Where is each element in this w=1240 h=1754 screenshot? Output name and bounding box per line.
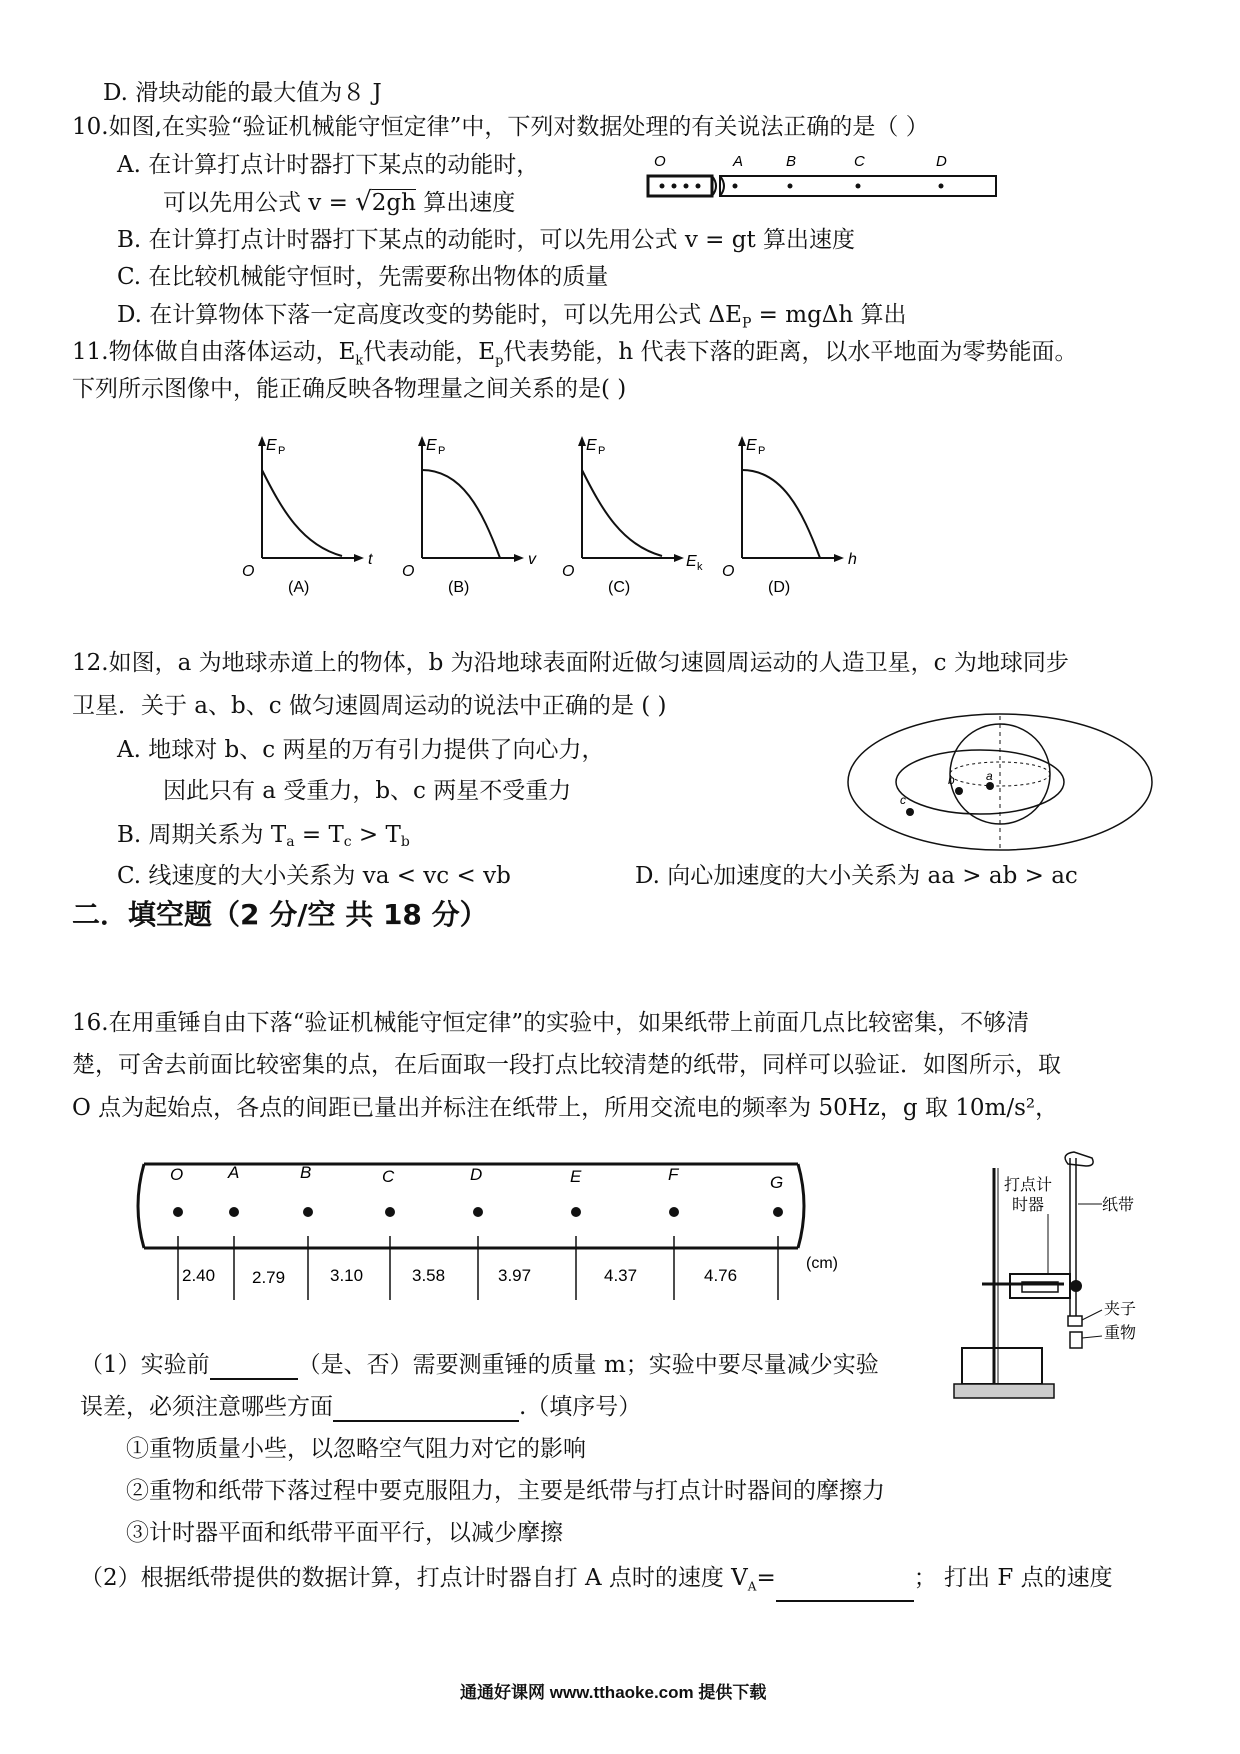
q11-graphs <box>232 430 857 630</box>
tape-point-b: B <box>300 1163 312 1182</box>
svg-text:P: P <box>278 445 286 457</box>
svg-text:k: k <box>697 561 703 573</box>
tape-label-d: D <box>936 153 947 170</box>
tape-label-b: B <box>786 153 797 170</box>
q10-option-a-line2: 可以先用公式 v = √2gh 算出速度 <box>163 187 516 217</box>
q10-option-c: C. 在比较机械能守恒时，先需要称出物体的质量 <box>117 264 609 290</box>
tape-point-g: G <box>770 1173 784 1192</box>
answer-blank-1[interactable] <box>210 1354 298 1380</box>
tape-point-d: D <box>470 1165 483 1184</box>
svg-text:O: O <box>402 563 415 580</box>
q10-option-a-line1: A. 在计算打点计时器打下某点的动能时， <box>117 152 540 178</box>
answer-blank-3[interactable] <box>776 1576 914 1602</box>
q12-option-a-line2: 因此只有 a 受重力，b、c 两星不受重力 <box>163 778 572 804</box>
distance-fg: 4.76 <box>704 1266 738 1285</box>
graph-a <box>242 436 373 596</box>
svg-text:O: O <box>242 563 255 580</box>
tape-point-o: O <box>170 1165 184 1184</box>
unit-label: (cm) <box>806 1255 838 1272</box>
label-clip: 夹子 <box>1104 1301 1137 1318</box>
distance-ef: 4.37 <box>604 1266 638 1285</box>
q12-option-a-line1: A. 地球对 b、c 两星的万有引力提供了向心力， <box>117 737 605 763</box>
svg-text:O: O <box>562 563 575 580</box>
svg-text:E: E <box>746 437 757 454</box>
q16-option-2: ②重物和纸带下落过程中要克服阻力，主要是纸带与打点计时器间的摩擦力 <box>126 1478 885 1504</box>
q16-part2: （2）根据纸带提供的数据计算，打点计时器自打 A 点时的速度 $V_A=$ ； 打出 F 点的速度 <box>80 1563 1113 1602</box>
svg-text:(D): (D) <box>768 579 791 596</box>
footer-text: 通通好课网 www.tthaoke.com 提供下载 <box>460 1683 767 1702</box>
distance-cd: 3.58 <box>412 1266 446 1285</box>
svg-text:v: v <box>528 551 536 568</box>
answer-blank-2[interactable] <box>333 1396 519 1422</box>
q16-part1-line2: 误差，必须注意哪些方面 .（填序号） <box>80 1394 642 1420</box>
q12-line2: 卫星．关于 a、b、c 做匀速圆周运动的说法中正确的是 ( ) <box>72 693 667 719</box>
q16-option-1: ①重物质量小些，以忽略空气阻力对它的影响 <box>126 1436 586 1462</box>
tape-point-e: E <box>570 1167 582 1186</box>
svg-text:P: P <box>438 445 446 457</box>
tape-label-o: O <box>654 153 666 170</box>
svg-text:P: P <box>758 445 766 457</box>
graph-c <box>562 436 703 596</box>
svg-text:E: E <box>686 553 697 570</box>
tape-point-c: C <box>382 1167 395 1186</box>
q10-option-d: D. 在计算物体下落一定高度改变的势能时，可以先用公式 $\Delta E_P = mg\Delta h$ 算出 <box>117 302 907 332</box>
label-tape: 纸带 <box>1102 1197 1135 1214</box>
orbit-label-b: b <box>948 773 955 787</box>
svg-text:(B): (B) <box>448 579 470 596</box>
q16-tape-figure <box>130 1150 870 1310</box>
q11-line2: 下列所示图像中，能正确反映各物理量之间关系的是( ) <box>72 376 627 402</box>
orbit-label-c: c <box>900 793 906 807</box>
q16-line1: 16.在用重锤自由下落“验证机械能守恒定律”的实验中，如果纸带上前面几点比较密集，不够清 <box>72 1010 1030 1036</box>
tape-label-c: C <box>854 153 865 170</box>
svg-text:O: O <box>722 563 735 580</box>
q16-apparatus-figure <box>952 1148 1162 1408</box>
tape-point-a: A <box>228 1163 240 1182</box>
section2-title: 二．填空题（2 分/空 共 18 分） <box>72 898 488 931</box>
q16-line3: O 点为起始点，各点的间距已量出并标注在纸带上，所用交流电的频率为 50Hz，g 取 10m/s²， <box>72 1095 1059 1121</box>
svg-text:(A): (A) <box>288 579 310 596</box>
q12-option-c: C. 线速度的大小关系为 va < vc < vb <box>117 863 511 889</box>
svg-text:E: E <box>586 437 597 454</box>
q12-option-d: D. 向心加速度的大小关系为 aa > ab > ac <box>635 863 1078 889</box>
distance-bc: 3.10 <box>330 1266 364 1285</box>
svg-text:(C): (C) <box>608 579 631 596</box>
distance-oa: 2.40 <box>182 1266 216 1285</box>
sqrt-radicand: 2gh <box>371 190 416 216</box>
q10-option-b: B. 在计算打点计时器打下某点的动能时，可以先用公式 v = gt 算出速度 <box>117 227 855 253</box>
q16-line2: 楚，可舍去前面比较密集的点，在后面取一段打点比较清楚的纸带，同样可以验证．如图所示，取 <box>72 1052 1061 1078</box>
distance-ab: 2.79 <box>252 1268 286 1287</box>
q12-orbit-figure <box>840 706 1160 856</box>
q10-stem: 10.如图,在实验“验证机械能守恒定律”中，下列对数据处理的有关说法正确的是（ ） <box>72 114 929 140</box>
svg-text:t: t <box>368 551 373 568</box>
svg-text:P: P <box>598 445 606 457</box>
q12-line1: 12.如图，a 为地球赤道上的物体，b 为沿地球表面附近做匀速圆周运动的人造卫星，c 为地球同步 <box>72 650 1069 676</box>
label-timer-2: 时器 <box>1012 1197 1045 1214</box>
svg-text:E: E <box>266 437 277 454</box>
distance-de: 3.97 <box>498 1266 532 1285</box>
svg-text:E: E <box>426 437 437 454</box>
q10-tape-figure <box>640 148 1020 208</box>
label-timer-1: 打点计 <box>1004 1177 1053 1194</box>
tape-point-f: F <box>668 1165 679 1184</box>
graph-b <box>402 436 537 596</box>
q11-line1: 11.物体做自由落体运动，$E_k$代表动能，$E_p$代表势能，h 代表下落的距离，以水平地面为零势能面。 <box>72 339 1078 369</box>
q9-option-d: D. 滑块动能的最大值为８ J <box>103 80 382 106</box>
q16-part1-line1: （1）实验前 （是、否）需要测重锤的质量 m；实验中要尽量减少实验 <box>80 1352 879 1378</box>
q16-option-3: ③计时器平面和纸带平面平行，以减少摩擦 <box>126 1520 563 1546</box>
tape-label-a: A <box>733 153 744 170</box>
orbit-label-a: a <box>986 769 993 783</box>
graph-d <box>722 436 857 596</box>
q12-option-b: B. 周期关系为 Ta = Tc > Tb <box>117 822 410 850</box>
label-weight: 重物 <box>1104 1325 1137 1342</box>
svg-text:h: h <box>848 551 857 568</box>
